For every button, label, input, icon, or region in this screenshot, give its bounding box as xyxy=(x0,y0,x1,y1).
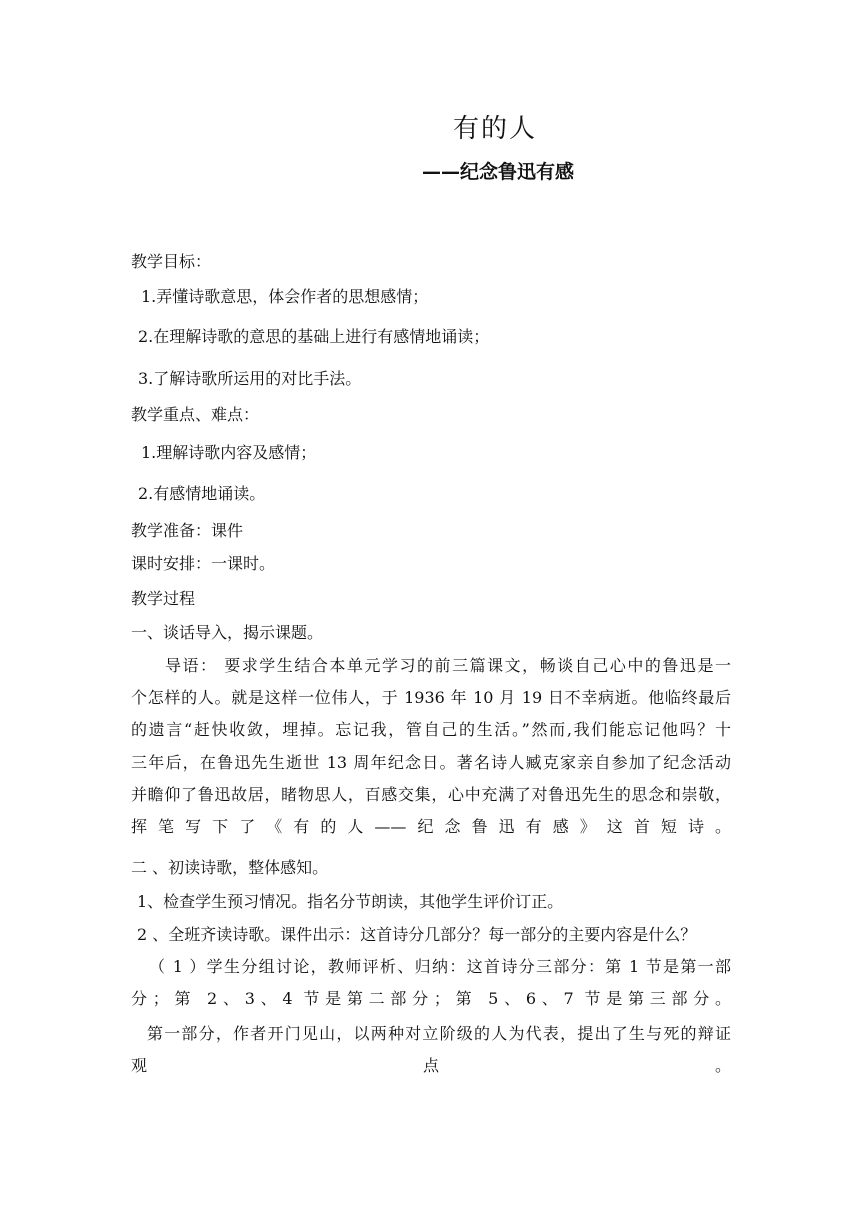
part-one-paragraph xyxy=(131,1018,731,1082)
intro-paragraph xyxy=(131,650,731,843)
key-points-heading: 教学重点、难点： xyxy=(131,405,260,424)
key-point-item: 2.有感情地诵读。 xyxy=(138,484,266,503)
document-subtitle: ——纪念鲁迅有感 xyxy=(422,161,575,183)
paragraph-line: 第一部分，作者开门见山，以两种对立阶级的人为代表，提出了生与死的辩证 xyxy=(147,1024,731,1043)
key-point-item: 1.理解诗歌内容及感情； xyxy=(141,443,317,462)
step-item: 2 、全班齐读诗歌。课件出示：这首诗分几部分？每一部分的主要内容是什么？ xyxy=(137,925,697,944)
goals-heading: 教学目标： xyxy=(131,252,212,271)
goal-item: 3.了解诗歌所运用的对比手法。 xyxy=(138,369,362,388)
process-heading: 教学过程 xyxy=(131,589,196,608)
section-heading: 一、谈话导入，揭示课题。 xyxy=(131,623,324,642)
goal-item: 1.弄懂诗歌意思，体会作者的思想感情； xyxy=(141,287,429,306)
step-item: 1、检查学生预习情况。指名分节朗读，其他学生评价订正。 xyxy=(137,892,564,911)
section-heading: 二 、初读诗歌，整体感知。 xyxy=(131,858,329,877)
paragraph-line: 个怎样的人。就是这样一位伟人，于 1936 年 10 月 19 日不幸病逝。他临终最后 xyxy=(131,688,731,708)
paragraph-line: 分；第 2、3、4 节是第二部分；第 5、6、7 节是第三部分。 xyxy=(131,989,731,1009)
answer-paragraph xyxy=(131,951,731,1015)
document-title: 有的人 xyxy=(452,114,537,144)
paragraph-line: 并瞻仰了鲁迅故居，睹物思人，百感交集，心中充满了对鲁迅先生的思念和崇敬， xyxy=(131,784,731,804)
paragraph-line: 导语： 要求学生结合本单元学习的前三篇课文，畅谈自己心中的鲁迅是一 xyxy=(165,656,731,675)
paragraph-line: （ 1 ）学生分组讨论，教师评析、归纳：这首诗分三部分：第 1 节是第一部 xyxy=(149,957,731,976)
schedule-line: 课时安排：一课时。 xyxy=(131,554,276,573)
paragraph-line: 挥笔写下了《有的人——纪念鲁迅有感》这首短诗。 xyxy=(131,817,731,837)
preparation-line: 教学准备：课件 xyxy=(131,521,244,540)
goal-item: 2.在理解诗歌的意思的基础上进行有感情地诵读； xyxy=(138,327,490,346)
paragraph-line: 三年后，在鲁迅先生逝世 13 周年纪念日。著名诗人臧克家亲自参加了纪念活动 xyxy=(131,752,731,772)
paragraph-line: 观点。 xyxy=(131,1056,731,1076)
paragraph-line: 的遗言“赶快收敛，埋掉。忘记我，管自己的生活。”然而,我们能忘记他吗？十 xyxy=(131,720,731,740)
